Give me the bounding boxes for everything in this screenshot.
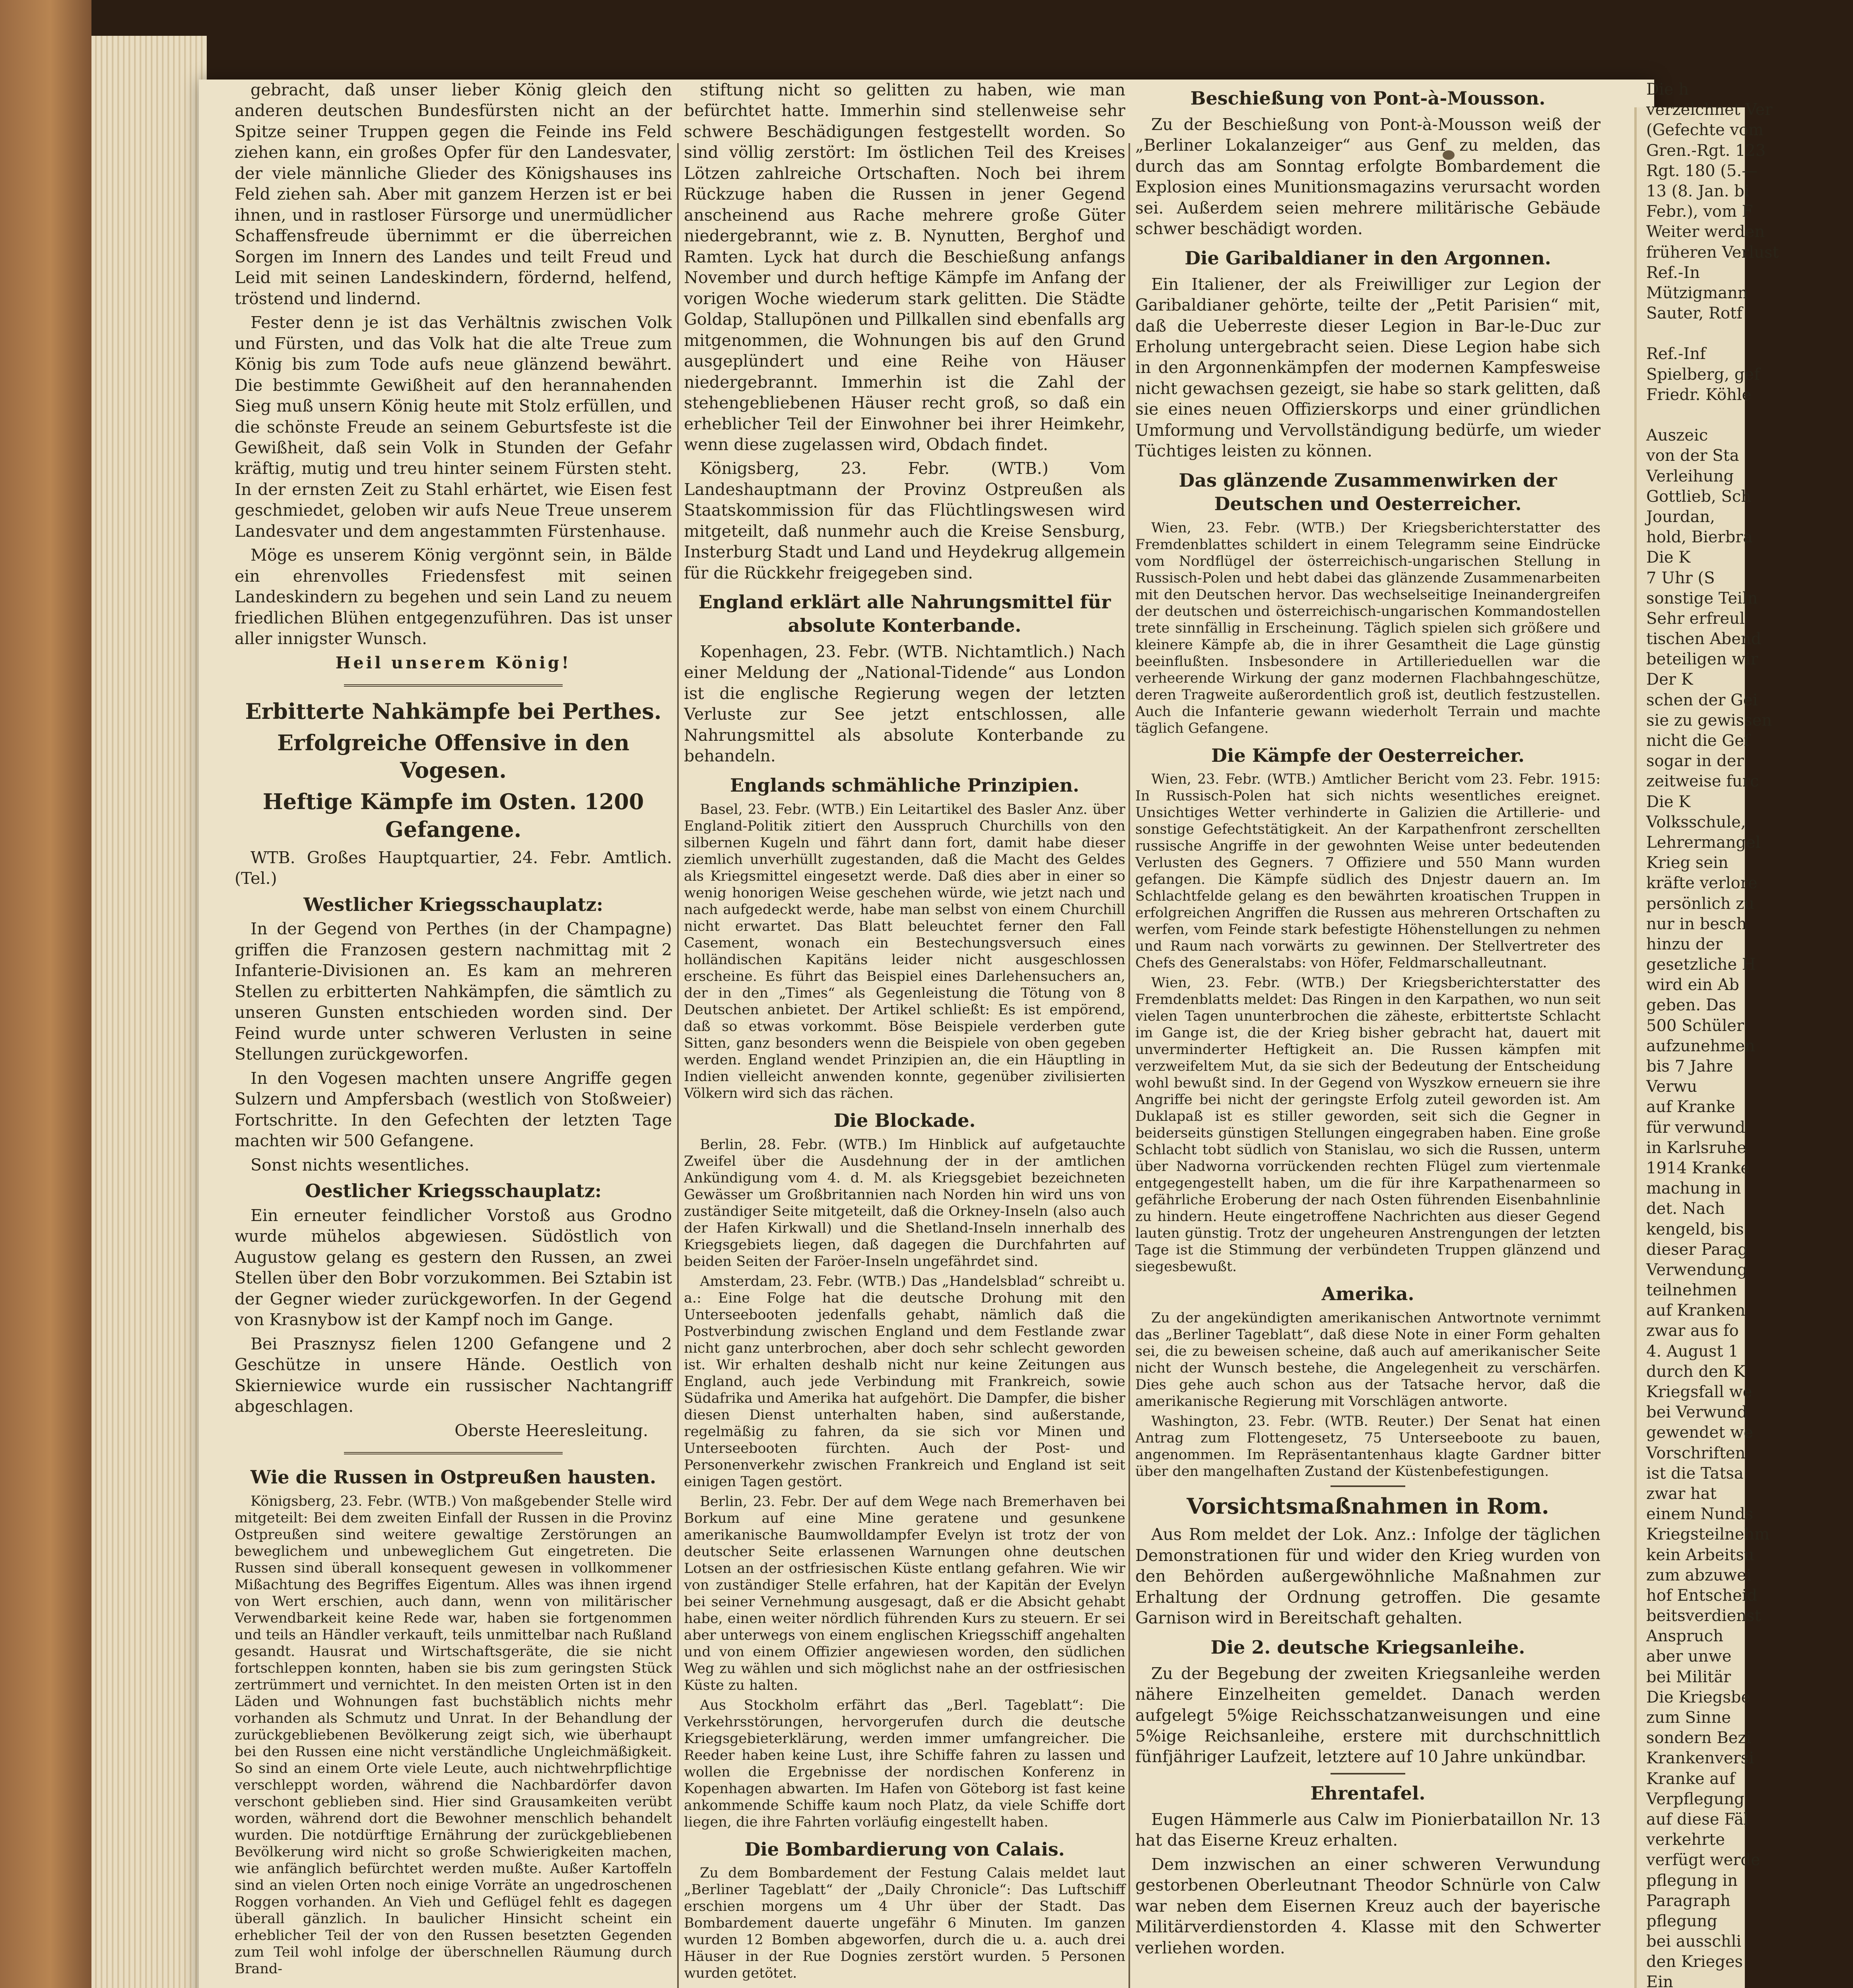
article-heading: Ehrentafel. — [1310, 1782, 1426, 1804]
headline: Erfolgreiche Offensive in den Vogesen. — [277, 730, 630, 783]
paragraph: Königsberg, 23. Febr. (WTB.) Von maßgebender Stelle wird mitgeteilt: Bei dem zweiten Einfall der Russen in die Provinz Ostpreußen sind weitere gewaltige Zerstörungen an beweglichem und unbeweglichem Gut eingetreten. Die Russen sind überall konsequent gewesen in vollkommener Mißachtung des Begriffes Eigentum. Alles was ihnen irgend von Wert erschien, auch dann, wenn von militärischer Verwendbarkeit keine Rede war, haben sie fortgenommen und teils an Händler verkauft, teils unmittelbar nach Rußland gesandt. Hausrat und Wirtschaftsgeräte, die sie nicht fortschleppen konnten, haben sie bis zum geringsten Stück zertrümmert und vernichtet. In den meisten Orten ist in den Läden und Wohnungen fast buchstäblich nichts mehr vorhanden als Schmutz und Unrat. In der Behandlung der zurückgebliebenen Bevölkerung zeigt sich, wie überhaupt bei den Russen eine nicht verständliche Ungleichmäßigkeit. So sind an einem Orte viele Leute, auch nichtwehrpflichtige verschleppt worden, während die Nachbardörfer davon verschont geblieben sind. Hier sind Grausamkeiten verübt worden, während dort die Bewohner menschlich behandelt wurden. Die notdürftige Ernährung der zurückgebliebenen Bevölkerung wird nicht so große Schwierigkeiten machen, wie anfänglich befürchtet werden mußte. Außer Kartoffeln sind an vielen Orten noch einige Vorräte an ungedroschenen Roggen vorhanden. An Vieh und Geflügel fehlt es dagegen überall gänzlich. In baulicher Hinsicht scheint ein erheblicher Teil der von den Russen besetzten Gegenden zum Teil wohl infolge der überschnellen Räumung durch Brand- — [235, 1493, 672, 1977]
paragraph: Zu der Begebung der zweiten Kriegsanleihe werden nähere Einzelheiten gemeldet. Danach werden aufgelegt 5%ige Reichsschatzanweisungen und eine 5%ige Reichsanleihe, erstere mit durchschnittlich fünfjähriger Laufzeit, letztere auf 10 Jahre unkündbar. — [1135, 1664, 1600, 1767]
cut-off-line: 13 (8. Jan. bi — [1646, 182, 1750, 200]
cut-off-line: einem Nunds — [1646, 1505, 1754, 1524]
column-2 — [684, 80, 1125, 1985]
paragraph: In den Vogesen machten unsere Angriffe gegen Sulzern und Ampfersbach (westlich von Stoßweier) Fortschritte. In den Gefechten der letzten Tage machten wir 500 Gefangene. — [235, 1068, 672, 1151]
article-heading: England erklärt alle Nahrungsmittel für absolute Konterbande. — [698, 591, 1111, 637]
article-heading: Beschießung von Pont-à-Mousson. — [1190, 87, 1546, 109]
column-3 — [1135, 80, 1600, 1961]
paragraph: gebracht, daß unser lieber König gleich den anderen deutschen Bundesfürsten nicht an der Spitze seiner Truppen gegen die Feinde ins Feld ziehen kann, ein großes Opfer für den Landesvater, der viele männliche Glieder des Königshauses ins Feld ziehen sah. Aber mit ganzem Herzen ist er bei ihnen, und in rastloser Fürsorge und unermüdlicher Schaffensfreude übernimmt er die überreichen Sorgen im Innern des Landes und teilt Freud und Leid mit seinen Landeskindern, fördernd, helfend, tröstend und lindernd. — [235, 80, 672, 308]
cut-off-line: Weiter werden — [1646, 223, 1765, 241]
cut-off-line: Die K — [1646, 548, 1691, 567]
cut-off-line: Volksschule, — [1646, 813, 1746, 831]
cut-off-line: Verpflegung — [1646, 1790, 1744, 1808]
paragraph: Aus Stockholm erfährt das „Berl. Tageblatt“: Die Verkehrsstörungen, hervorgerufen durch die deutsche Kriegsgebieterklärung, werden immer umfangreicher. Die Reeder haben keine Lust, ihre Schiffe fahren zu lassen und wollen die Ergebnisse der nordischen Konferenz in Kopenhagen abwarten. Im Hafen von Göteborg ist fast keine ankommende Schiffe kaum noch Platz, da viele Schiffe dort liegen, die ihre Fahrten vorläufig eingestellt haben. — [684, 1697, 1125, 1830]
cut-off-line: machung in — [1646, 1179, 1741, 1198]
cut-off-line: Verwu — [1646, 1077, 1698, 1096]
paragraph: Berlin, 23. Febr. Der auf dem Wege nach Bremerhaven bei Borkum auf eine Mine geratene und gesunkene amerikanische Baumwolldampfer Evelyn ist trotz der von deutscher Seite erlassenen Warnungen ohne deutschen Lotsen an der ostfriesischen Küste entlang gefahren. Wie wir von zuständiger Stelle erfahren, hat der Kapitän der Evelyn bei seiner Vernehmung ausgesagt, daß er die Absicht gehabt habe, einen weiter nördlich führenden Kurs zu steuern. Er sei aber unterwegs von einem englischen Kriegsschiff angehalten und von einem Offizier angewiesen worden, den südlichen Weg zu wählen und sich möglichst nahe an der ostfriesischen Küste zu halten. — [684, 1493, 1125, 1693]
cut-off-line: verzeichnet Ver — [1646, 101, 1773, 119]
cut-off-line: Kriegsteilnehm — [1646, 1525, 1770, 1544]
paragraph: Bei Prasznysz fielen 1200 Gefangene und 2 Geschütze in unsere Hände. Oestlich von Skierniewice wurde ein russischer Nachtangriff abgeschlagen. — [235, 1334, 672, 1416]
cut-off-line: den Krieges — [1646, 1953, 1743, 1971]
cut-off-line: zwar aus fo — [1646, 1322, 1739, 1340]
article-heading: Die Blockade. — [833, 1109, 976, 1131]
separator — [344, 1452, 563, 1454]
cut-off-line: kräfte verlore — [1646, 874, 1758, 893]
cut-off-line: Anspruch — [1646, 1627, 1723, 1646]
cut-off-line: dieser Parag — [1646, 1240, 1748, 1259]
cut-off-line: hof Entscheid — [1646, 1586, 1758, 1605]
cut-off-line: geben. Das — [1646, 996, 1736, 1015]
cut-off-line: zeitweise furc — [1646, 772, 1759, 791]
cut-off-line: bei Verwund — [1646, 1403, 1748, 1422]
cut-off-line: auf diese Fäl — [1646, 1810, 1749, 1829]
paragraph: Wien, 23. Febr. (WTB.) Der Kriegsberichterstatter des Fremdenblatts meldet: Das Ringen in den Karpathen, wo nun seit vielen Tagen ununterbrochen die zäheste, erbittertste Schlacht im Gange ist, die der Krieg bisher gebracht hat, dauert mit unverminderter Heftigkeit an. Die Russen kämpfen mit verzweifeltem Mut, da sie sich der Bedeutung der Entscheidung wohl bewußt sind. In der Gegend von Wyszkow erneuern sie ihre Angriffe bei nicht der geringste Erfolg zuteil geworden ist. Am Duklapaß ist es stiller geworden, seit sich die Gegner in beiderseits günstigen Stellungen eingegraben haben. Eine große Schlacht tobt südlich von Stanislau, wo sich die Russen, unterm über Nadworna vorrückenden rechten Flügel zum viertenmale entgegengestellt haben, um die für ihre Karpathenarmeen so gefährliche Eroberung der nach Osten führenden Eisenbahnlinie zu hindern. Heute eingetroffene Nachrichten aus dieser Gegend lauten günstig. Trotz der ungeheuren Anstrengungen der letzten Tage ist die Stimmung der verbündeten Truppen glänzend und siegesbewußt. — [1135, 975, 1600, 1275]
paragraph: Washington, 23. Febr. (WTB. Reuter.) Der Senat hat einen Antrag zum Flottengesetz, 75 Unterseeboote zu bauen, angenommen. Im Repräsentantenhaus klagte Gardner bitter über den mangelhaften Zustand der Küstenbefestigungen. — [1135, 1413, 1600, 1480]
cut-off-line: kein Arbeitsu — [1646, 1545, 1754, 1564]
cut-off-line: auf Kranken — [1646, 1301, 1746, 1320]
cut-off-line: bei ausschli — [1646, 1932, 1742, 1951]
paragraph: Aus Rom meldet der Lok. Anz.: Infolge der täglichen Demonstrationen für und wider den Krieg wurden von den Behörden außergewöhnliche Maßnahmen zur Erhaltung der Ordnung getroffen. Die gesamte Garnison wird in Bereitschaft gehalten. — [1135, 1525, 1600, 1628]
paragraph: Sonst nichts wesentliches. — [251, 1155, 470, 1175]
cut-off-line: nicht die Gef — [1646, 732, 1750, 750]
paragraph: Ein erneuter feindlicher Vorstoß aus Grodno wurde mühelos abgewiesen. Südöstlich von Augustow gelang es gestern den Russen, an zwei Stellen über den Bobr vorzukommen. Bei Sztabin ist der Gegner wieder zurückgeworfen. In der Gegend von Krasnybow ist der Kampf noch im Gange. — [235, 1206, 672, 1330]
paragraph: Zu dem Bombardement der Festung Calais meldet laut „Berliner Tageblatt“ der „Daily Chronicle“: Das Luftschiff erschien morgens um 4 Uhr über der Stadt. Das Bombardement dauerte ungefähr 6 Minuten. Im ganzen wurden 12 Bomben abgeworfen, durch die u. a. auch drei Häuser in der Rue Dognies zerstört wurden. 5 Personen wurden getötet. — [684, 1865, 1125, 1982]
cut-off-line: Friedr. Köhle — [1646, 385, 1752, 404]
cut-off-line: zwar hat — [1646, 1484, 1717, 1503]
paragraph: Eugen Hämmerle aus Calw im Pionierbataillon Nr. 13 hat das Eiserne Kreuz erhalten. — [1135, 1809, 1600, 1850]
cut-off-line: Gren.-Rgt. 123 — [1646, 141, 1766, 160]
book-binding — [0, 0, 91, 1988]
cut-off-line: beitsverdienst — [1646, 1607, 1761, 1625]
paragraph: Zu der Beschießung von Pont-à-Mousson weiß der „Berliner Lokalanzeiger“ aus Genf zu melden, das durch das am Sonntag erfolgte Bombardement die Explosion eines Munitionsmagazins verursacht worden sei. Außerdem seien mehrere militärische Gebäude schwer beschädigt worden. — [1135, 115, 1600, 239]
column-rule — [1129, 143, 1130, 1988]
column-4-cut-off — [1646, 80, 1853, 1988]
cut-off-line: verkehrte — [1646, 1831, 1725, 1849]
cut-off-line: in Karlsruhe — [1646, 1138, 1746, 1157]
cut-off-line: sie zu gewissen — [1646, 711, 1772, 730]
cut-off-line: 4. August 1 — [1646, 1342, 1738, 1361]
separator — [1331, 1773, 1405, 1774]
cut-off-line: Verleihung — [1646, 467, 1734, 485]
paragraph: Berlin, 28. Febr. (WTB.) Im Hinblick auf aufgetauchte Zweifel über die Ausdehnung der in der amtlichen Ankündigung vom 4. d. M. als Kriegsgebiet bezeichneten Gewässer um Großbritannien nach Norden hin wird uns von zuständiger Seite mitgeteilt, daß die Orkney-Inseln (also auch der Hafen Kirkwall) und die Shetland-Inseln innerhalb des Kriegsgebiets liegen, daß dagegen die Durchfahrten auf beiden Seiten der Faröer-Inseln ungefährdet sind. — [684, 1136, 1125, 1270]
cut-off-line: aufzunehmen — [1646, 1037, 1755, 1055]
cut-off-line: 500 Schüler — [1646, 1016, 1744, 1035]
paragraph: Wien, 23. Febr. (WTB.) Der Kriegsberichterstatter des Fremdenblattes schildert in einem Telegramm seine Eindrücke vom Nordflügel der österreichisch-ungarischen Stellung in Russisch-Polen und hebt dabei das glänzende Zusammenarbeiten mit den Deutschen hervor. Das wechselseitige Ineinandergreifen der deutschen und österreichisch-ungarischen Kommandostellen trete sinnfällig in Erscheinung. Täglich spielen sich größere und kleinere Kämpfe ab, die in ihrer Gesamtheit die Lage günstig beeinflußten. Insbesondere in Artillerieduellen war die verheerende Wirkung der ganz modernen Flachbahngeschütze, deren Tragweite außerordentlich groß ist, deutlich festzustellen. Auch die Infanterie gewann wiederholt Terrain und machte täglich Gefangene. — [1135, 520, 1600, 736]
headline: Heftige Kämpfe im Osten. 1200 Gefangene. — [262, 789, 644, 842]
cut-off-line: 1914 Kranke — [1646, 1159, 1750, 1177]
cut-off-line: verfügt werde — [1646, 1851, 1760, 1870]
cut-off-line: Der K — [1646, 670, 1693, 689]
section-heading: Oestlicher Kriegsschauplatz: — [305, 1180, 602, 1202]
cut-off-line: Auszeic — [1646, 426, 1708, 445]
cut-off-line: (Gefechte vom — [1646, 121, 1764, 140]
paragraph: Amsterdam, 23. Febr. (WTB.) Das „Handelsblad“ schreibt u. a.: Eine Folge hat die deutsche Drohung mit den Unterseebooten jedenfalls gehabt, nämlich daß die Postverbindung zwischen England und dem Festlande zwar nicht ganz unterbrochen, aber doch sehr schlecht geworden ist. Wir erhalten deshalb nicht nur keine Zeitungen aus England, auch jede Verbindung mit Frankreich, sowie Südafrika und Amerika hat aufgehört. Die Dampfer, die bisher diesen Dienst unterhalten haben, sind außerstande, regelmäßig zu fahren, da sie sich vor Minen und Unterseebooten fürchten. Auch der Post- und Personenverkehr zwischen Frankreich und England ist seit einigen Tagen gestört. — [684, 1273, 1125, 1490]
cut-off-line: auf Kranke — [1646, 1098, 1735, 1116]
cut-off-line: hold, Bierbra — [1646, 528, 1753, 547]
article-heading: Die Bombardierung von Calais. — [744, 1838, 1065, 1860]
cut-off-line: bis 7 Jahre — [1646, 1057, 1733, 1076]
paragraph: Fester denn je ist das Verhältnis zwischen Volk und Fürsten, und das Volk hat die alte Treue zum König bis zum Tode aufs neue glänzend bewährt. Die bestimmte Gewißheit auf den herannahenden Sieg muß unsern König heute mit Stolz erfüllen, und die schönste Freude an seinem Geburtsfeste ist die Gewißheit, daß sein Volk in Stunden der Gefahr kräftig, mutig und treu hinter seinem Fürsten steht. In der ernsten Zeit zu Stahl erhärtet, wie Eisen fest geschmiedet, geloben wir aufs Neue Treue unserem Landesvater und dem angestammten Fürstenhause. — [235, 313, 672, 541]
cut-off-line: Rgt. 180 (5.— — [1646, 161, 1758, 180]
cut-off-line: pflegung — [1646, 1912, 1717, 1930]
paragraph: Zu der angekündigten amerikanischen Antwortnote vernimmt das „Berliner Tageblatt“, daß diese Note in einer Form gehalten sei, die zu beweisen scheine, daß auch auf amerikanischer Seite nicht der Wunsch bestehe, die Angelegenheit zu verschärfen. Dies gehe auch schon aus der Tatsache hervor, daß die amerikanische Regierung mit Vorschlägen antworte. — [1135, 1310, 1600, 1410]
paragraph: Dem inzwischen an einer schweren Verwundung gestorbenen Oberleutnant Theodor Schnürle von Calw war neben dem Eisernen Kreuz auch der bayerische Militärverdienstorden 4. Klasse mit den Schwerter verliehen worden. — [1135, 1854, 1600, 1957]
cut-off-line: durch den K — [1646, 1362, 1746, 1381]
cut-off-line: Ein — [1646, 1973, 1673, 1988]
paragraph: In der Gegend von Perthes (in der Champagne) griffen die Franzosen gestern nachmittag mit 2 Infanterie-Divisionen an. Es kam an mehreren Stellen zu erbitterten Nahkämpfen, die sämtlich zu unseren Gunsten entschieden worden sind. Der Feind wurde unter schweren Verlusten in seine Stellungen zurückgeworfen. — [235, 919, 672, 1064]
cut-off-line: Paragraph — [1646, 1891, 1731, 1910]
article-heading: Die Kämpfe der Oesterreicher. — [1211, 744, 1525, 766]
cut-off-line: nur in besch — [1646, 914, 1747, 933]
cut-off-line: tischen Abend — [1646, 630, 1762, 648]
cut-off-line: Verwendung — [1646, 1260, 1748, 1279]
cut-off-line: Vorschriften — [1646, 1444, 1746, 1462]
cut-off-line: gewendet we — [1646, 1423, 1753, 1442]
cut-off-line: früheren Verlust — [1646, 243, 1779, 262]
headline: Erbitterte Nahkämpfe bei Perthes. — [245, 699, 662, 724]
paragraph: Möge es unserem König vergönnt sein, in Bälde ein ehrenvolles Friedensfest mit seinen Landeskindern zu begehen und sein Land zu neuem friedlichen Blühen entgegenzuführen. Das ist unser aller innigster Wunsch. — [235, 546, 672, 648]
cut-off-line: Kriegsfall we — [1646, 1383, 1752, 1401]
cut-off-line: aber unwe — [1646, 1647, 1732, 1666]
cut-off-line: sondern Bezi — [1646, 1729, 1752, 1747]
cut-off-line: persönlich zu — [1646, 894, 1755, 913]
article-heading: Die 2. deutsche Kriegsanleihe. — [1210, 1636, 1525, 1658]
article-heading: Vorsichtsmaßnahmen in Rom. — [1187, 1493, 1549, 1519]
cut-off-line: det. Nach — [1646, 1200, 1725, 1218]
article-heading: Die Garibaldianer in den Argonnen. — [1185, 247, 1551, 269]
cut-off-line: Die K — [1646, 792, 1691, 811]
article-heading: Amerika. — [1321, 1283, 1414, 1305]
cut-off-line: teilnehmen — [1646, 1281, 1737, 1300]
separator — [1331, 1485, 1405, 1487]
signature: Oberste Heeresleitung. — [455, 1421, 648, 1440]
article-heading: Wie die Russen in Ostpreußen hausten. — [250, 1466, 657, 1488]
cut-off-line: Kranke auf — [1646, 1769, 1735, 1788]
cut-off-line: Ref.-Inf — [1646, 345, 1706, 363]
paragraph: Wien, 23. Febr. (WTB.) Amtlicher Bericht vom 23. Febr. 1915: In Russisch-Polen hat sich nichts wesentliches ereignet. Unsichtiges Wetter verhinderte in Galizien die Artillerie- und sonstige Gefechtstätigkeit. An der Karpathenfront zerschellten russische Angriffe in der gewohnten Weise unter bedeutenden Verlusten des Gegners. 7 Offiziere und 550 Mann wurden gefangen. Die Kämpfe südlich des Dnjestr dauern an. Im Schlachtfelde gelang es den bewährten kroatischen Truppen in erfolgreichen Angriffen die Russen aus mehreren Ortschaften zu werfen, vom Feinde stark befestigte Höhenstellungen zu nehmen und Raum nach vorwärts zu gewinnen. Der Stellvertreter des Chefs des Generalstabs: von Höfer, Feldmarschalleutnant. — [1135, 771, 1600, 971]
cut-off-line: für verwund — [1646, 1118, 1746, 1137]
cut-off-line: zum abzuwei — [1646, 1566, 1752, 1584]
cut-off-line: pflegung in — [1646, 1871, 1738, 1890]
article-heading: Das glänzende Zusammenwirken der Deutschen und Oesterreicher. — [1179, 469, 1557, 514]
cut-off-line: hinzu der — [1646, 935, 1723, 953]
cut-off-line — [1646, 324, 1853, 344]
paragraph: Basel, 23. Febr. (WTB.) Ein Leitartikel des Basler Anz. über England-Politik zitiert den Ausspruch Churchills von den silbernen Kugeln und fährt dann fort, damit habe dieser ziemlich unverhüllt zugestanden, daß die Macht des Geldes als Kriegsmittel eingesetzt werde. Daß dies aber in einer so wenig honorigen Weise geschehen würde, wie jetzt nach und nach aufgedeckt werde, habe man selbst von einem Churchill nicht erwartet. Das Blatt beleuchtet ferner den Fall Casement, wonach ein Bestechungsversuch eines holländischen Kapitäns leider nicht ausgeschlossen erscheine. Es führt das Beispiel eines Darlehensuchers an, der in den „Times“ als Gegenleistung die Tötung von 8 Deutschen anbietet. Der Artikel schließt: Es ist empörend, daß so etwas vorkommt. Böse Beispiele verderben gute Sitten, ganz besonders wenn die Beispiele von oben gegeben werden. England wendet Prinzipien an, die ein Häuptling in Indien vielleicht anwenden konnte, gegenüber zivilisierten Völkern wird sich das rächen. — [684, 801, 1125, 1101]
page-stack-edge — [91, 36, 207, 1988]
cut-off-line: sonstige Teiln — [1646, 589, 1758, 608]
cut-off-line: schen der Gei — [1646, 691, 1758, 709]
cut-off-line: gesetzliche H — [1646, 955, 1756, 974]
cut-off-line: beteiligen wir — [1646, 650, 1758, 669]
paragraph: Ein Italiener, der als Freiwilliger zur Legion der Garibaldianer gehörte, teilte der „Petit Parisien“ mit, daß die Ueberreste dieser Legion in Bar-le-Duc zur Erholung untergebracht seien. Diese Legion habe sich in den Argonnenkämpfen der modernen Kampfesweise nicht gewachsen gezeigt, sie habe so stark gelitten, daß sie eines neuen Offizierskorps und einer gründlichen Umformung und Vervollständigung bedürfe, um wieder Tüchtiges leisten zu können. — [1135, 274, 1600, 461]
cut-off-line: Spielberg, gef — [1646, 365, 1760, 384]
cut-off-line: Krieg sein — [1646, 854, 1729, 872]
column-rule — [677, 143, 679, 1988]
separator — [344, 684, 563, 687]
cut-off-line: kengeld, bis — [1646, 1220, 1744, 1239]
cut-off-line: Die h — [1646, 80, 1689, 99]
cut-off-line: sogar in der — [1646, 752, 1744, 771]
article-heading: Englands schmähliche Prinzipien. — [730, 774, 1080, 796]
cut-off-line: wird ein Ab — [1646, 976, 1739, 994]
dateline: WTB. Großes Hauptquartier, 24. Febr. Amtlich. (Tel.) — [235, 848, 672, 888]
cut-off-line: Die Kriegsbe — [1646, 1688, 1751, 1706]
paragraph: Kopenhagen, 23. Febr. (WTB. Nichtamtlich.) Nach einer Meldung der „National-Tidende“ aus London ist die englische Regierung wegen der letzten Verluste zur See jetzt entschlossen, alle Nahrungsmittel als absolute Konterbande zu behandeln. — [684, 642, 1125, 766]
cut-off-line: Sehr erfreul — [1646, 609, 1745, 628]
cut-off-line: Jourdan, — [1646, 507, 1715, 526]
cut-off-line: Febr.), vom F — [1646, 202, 1753, 221]
section-heading: Westlicher Kriegsschauplatz: — [303, 893, 603, 915]
cut-off-line: von der Sta — [1646, 447, 1739, 465]
cut-off-line: zum Sinne — [1646, 1708, 1731, 1727]
closing-salute: Heil unserem König! — [335, 653, 571, 672]
column-1 — [235, 80, 672, 1980]
cut-off-line: Gottlieb, Sch — [1646, 487, 1752, 506]
cut-off-line: bei Militär — [1646, 1668, 1731, 1686]
cut-off-line: Lehrermangel — [1646, 833, 1761, 852]
cut-off-line: 7 Uhr (S — [1646, 569, 1715, 587]
cut-off-line: ist die Tatsa — [1646, 1464, 1744, 1483]
cut-off-line: Krankenversi — [1646, 1749, 1754, 1768]
cut-off-line: Mützigmann — [1646, 283, 1748, 302]
cut-off-line: Ref.-In — [1646, 263, 1700, 282]
cut-off-line: Sauter, Rotf — [1646, 304, 1742, 323]
cut-off-line — [1646, 405, 1853, 425]
paragraph: stiftung nicht so gelitten zu haben, wie man befürchtet hatte. Immerhin sind stellenweise sehr schwere Beschädigungen festgestellt worden. So sind völlig zerstört: Im östlichen Teil des Kreises Lötzen zahlreiche Ortschaften. Noch bei ihrem Rückzuge haben die Russen in jener Gegend anscheinend aus Rache mehrere große Güter niedergebrannt, wie z. B. Nynutten, Berghof und Ramten. Lyck hat durch die Beschießung anfangs November und durch heftige Kämpfe im Anfang der vorigen Woche wiederum stark gelitten. Die Städte Goldap, Stallupönen und Pillkallen sind ebenfalls arg mitgenommen, die Wohnungen bis auf den Grund ausgeplündert und eine Reihe von Häuser niedergebrannt. Immerhin ist die Zahl der stehengebliebenen Häuser recht groß, so daß ein erheblicher Teil der Einwohner bei ihrer Heimkehr, wenn diese zugelassen wird, Obdach findet. — [684, 80, 1125, 454]
paragraph: Königsberg, 23. Febr. (WTB.) Vom Landeshauptmann der Provinz Ostpreußen als Staatskommission für das Flüchtlingswesen wird mitgeteilt, daß nunmehr auch die Kreise Sensburg, Insterburg Stadt und Land und Heydekrug allgemein für die Rückkehr freigegeben sind. — [684, 459, 1125, 582]
